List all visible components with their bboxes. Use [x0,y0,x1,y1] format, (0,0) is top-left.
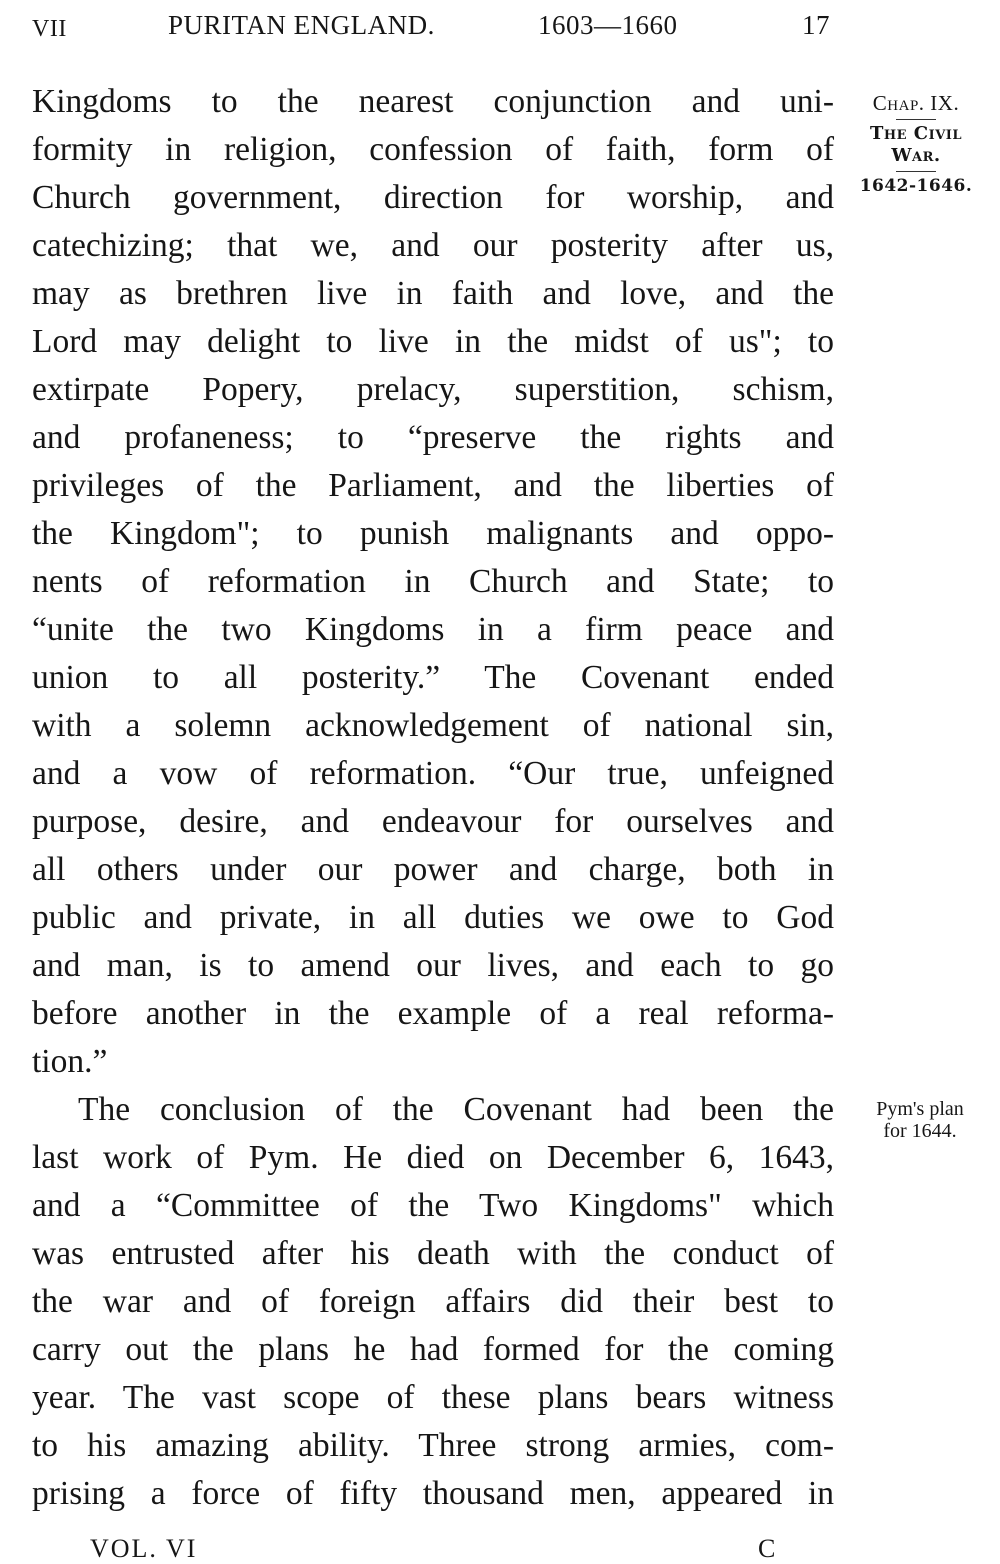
header-dates: 1603—1660 [538,10,678,40]
margin-note-chapter [846,92,986,198]
text-line: extirpate Popery, prelacy, superstition, schism, [32,371,834,408]
text-line: Lord may delight to live in the midst of us"; to [32,323,834,360]
margin-note2-line1: Pym's plan [876,1098,964,1120]
margin-rule [896,171,936,172]
text-line: tion.” [32,1043,108,1080]
text-line: carry out the plans he had formed for the coming [32,1331,834,1368]
paragraph-start-line: The conclusion of the Covenant had been the [78,1091,834,1128]
text-line: all others under our power and charge, both in [32,851,834,888]
text-line: Church government, direction for worship, and [32,179,834,216]
text-line: was entrusted after his death with the conduct of [32,1235,834,1272]
text-line: union to all posterity.” The Covenant ended [32,659,834,696]
footer-signature: C [758,1534,776,1563]
margin-rule [896,119,936,120]
margin-years: 1642-1646. [859,176,973,196]
text-line: the war and of foreign affairs did their best to [32,1283,834,1320]
margin-topic-line1: The Civil [869,123,963,144]
text-line: prising a force of fifty thousand men, appeared in [32,1475,834,1512]
text-line: privileges of the Parliament, and the liberties of [32,467,834,504]
text-line: catechizing; that we, and our posterity after us, [32,227,834,264]
text-line: nents of reformation in Church and State; to [32,563,834,600]
text-line: may as brethren live in faith and love, and the [32,275,834,312]
page-footer [90,1528,810,1563]
running-header [32,10,832,50]
footer-volume: VOL. VI [90,1534,198,1563]
text-line: and a vow of reformation. “Our true, unfeigned [32,755,834,792]
text-line: before another in the example of a real reforma- [32,995,834,1032]
text-line: to his amazing ability. Three strong armies, com- [32,1427,834,1464]
body-text [32,78,834,1518]
text-line: with a solemn acknowledgement of national sin, [32,707,834,744]
margin-note2-line2: for 1644. [883,1120,957,1142]
text-line: public and private, in all duties we owe to God [32,899,834,936]
text-line: purpose, desire, and endeavour for ourselves and [32,803,834,840]
text-line: formity in religion, confession of faith, form of [32,131,834,168]
margin-chapter-label: Chap. IX. [872,91,960,115]
page-number: 17 [802,10,830,40]
text-line: the Kingdom"; to punish malignants and oppo- [32,515,834,552]
header-title: PURITAN ENGLAND. [168,10,435,40]
text-line: and a “Committee of the Two Kingdoms" which [32,1187,834,1224]
text-line: year. The vast scope of these plans bears witness [32,1379,834,1416]
header-chapter-roman: VII [32,16,67,42]
margin-topic-line2: War. [891,145,941,166]
text-line: and profaneness; to “preserve the rights and [32,419,834,456]
text-line: last work of Pym. He died on December 6, 1643, [32,1139,834,1176]
text-line: and man, is to amend our lives, and each to go [32,947,834,984]
margin-note-pym-plan [850,1098,990,1142]
text-line: “unite the two Kingdoms in a firm peace and [32,611,834,648]
text-line: Kingdoms to the nearest conjunction and uni- [32,83,834,120]
